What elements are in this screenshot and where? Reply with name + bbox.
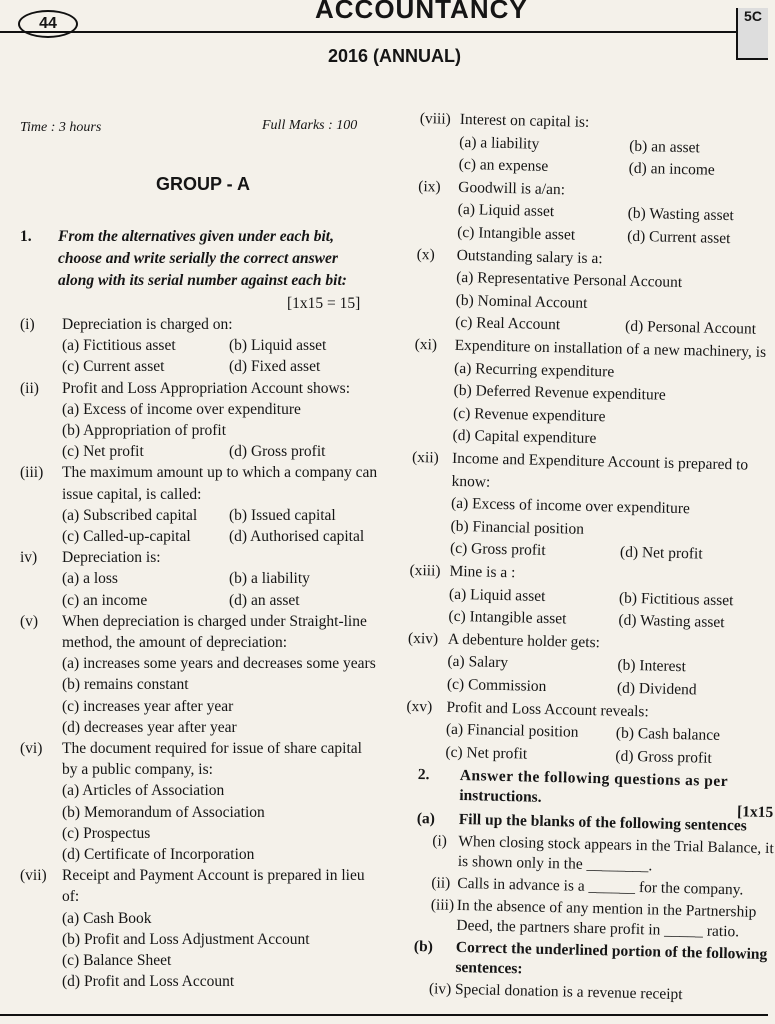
q2-marks: [1x15 — [736, 803, 774, 822]
option-text: (b) a liability — [229, 570, 310, 588]
option-text: (d) an income — [628, 159, 715, 179]
option-text: (b) Interest — [617, 657, 687, 676]
question-item-number: (vii) — [20, 867, 47, 885]
question-text: Receipt and Payment Account is prepared in lieu — [62, 867, 365, 885]
question-item-number: iv) — [20, 549, 38, 567]
option-text: (c) Net profit — [445, 743, 528, 763]
marks-allotment: [1x15 = 15] — [287, 295, 361, 312]
page-number: 44 — [39, 15, 57, 32]
option-text: (c) Called-up-capital — [62, 528, 191, 545]
exam-time: Time : 3 hours — [20, 120, 102, 135]
option-text: (b) remains constant — [62, 676, 189, 694]
question-text: Income and Expenditure Account is prepared to — [451, 449, 749, 474]
option-text: (d) Capital expenditure — [452, 427, 597, 448]
question-text: Profit and Loss Appropriation Account shows: — [62, 379, 351, 397]
option-text: (b) Memorandum of Association — [62, 803, 265, 821]
question-item-number: (i) — [20, 316, 35, 333]
option-text: (c) Real Account — [454, 314, 561, 334]
option-text: (d) Wasting asset — [618, 611, 725, 632]
question-text: Goodwill is a/an: — [458, 178, 566, 199]
option-text: (c) Commission — [446, 675, 547, 696]
option-text: (d) Personal Account — [624, 318, 757, 339]
question-text: Outstanding salary is a: — [456, 246, 603, 267]
q2-instruction: instructions. — [459, 786, 542, 806]
sub-question-text: Fill up the blanks of the following sentences — [458, 810, 747, 835]
question-text: Interest on capital is: — [459, 110, 590, 131]
option-text: (d) Current asset — [626, 227, 731, 248]
question-item-number: (x) — [416, 245, 435, 263]
option-text: (a) Liquid asset — [457, 201, 555, 221]
question-text: The maximum amount up to which a company can — [62, 464, 378, 482]
option-text: issue capital, is called: — [62, 485, 202, 503]
item-text: is shown only in the ________. — [457, 852, 653, 875]
option-text: (b) Liquid asset — [229, 337, 327, 355]
question-text: Depreciation is charged on: — [62, 316, 233, 333]
option-text: (a) Recurring expenditure — [453, 359, 615, 381]
sub-question-text: sentences: — [455, 958, 523, 978]
option-text: (b) an asset — [629, 137, 701, 156]
option-text: (d) decreases year after year — [62, 718, 237, 736]
full-marks: Full Marks : 100 — [262, 118, 358, 133]
item-number: (ii) — [431, 874, 451, 892]
option-text: (a) increases some years and decreases some years — [62, 655, 376, 673]
option-text: (a) Subscribed capital — [62, 506, 198, 524]
option-text: (c) Prospectus — [62, 824, 151, 842]
question-number: 1. — [20, 228, 32, 245]
option-text: (c) Current asset — [62, 358, 165, 376]
option-text: (c) Net profit — [62, 443, 144, 461]
question-text: The document required for issue of share capital — [62, 740, 362, 757]
q2-instruction: Answer the following questions as per — [459, 766, 729, 791]
question-item-number: (iii) — [20, 464, 44, 482]
option-text: (d) Net profit — [619, 544, 703, 563]
question-item-number: (xi) — [414, 335, 438, 354]
option-text: (c) Intangible asset — [457, 223, 576, 244]
option-text: (b) Profit and Loss Adjustment Account — [62, 930, 310, 948]
item-number: (iii) — [430, 896, 455, 914]
header-divider — [0, 31, 740, 33]
option-text: (c) increases year after year — [62, 697, 234, 715]
question-text: Expenditure on installation of a new machinery, is — [454, 336, 767, 361]
exam-year-title: 2016 (ANNUAL) — [328, 46, 462, 66]
option-text: (d) Gross profit — [229, 443, 326, 461]
question-item-number: (viii) — [419, 110, 451, 128]
option-text: (d) Certificate of Incorporation — [62, 846, 255, 863]
option-text: (a) Cash Book — [62, 909, 152, 927]
item-text: Calls in advance is a ______ for the company. — [457, 874, 744, 899]
question-text: Profit and Loss Account reveals: — [446, 698, 649, 720]
group-title: GROUP - A — [156, 174, 251, 194]
corner-tab: 5C — [736, 8, 768, 60]
item-number: (iv) — [428, 980, 452, 998]
item-text: Deed, the partners share profit in _____ ratio. — [456, 916, 740, 941]
option-text: (c) Intangible asset — [448, 607, 567, 628]
option-text: (a) Excess of income over expenditure — [62, 400, 301, 418]
page-number-badge — [18, 10, 78, 38]
option-text: (b) Nominal Account — [455, 291, 588, 312]
sub-question-text: Correct the underlined portion of the following — [455, 938, 768, 963]
option-text: (b) Deferred Revenue expenditure — [453, 382, 666, 404]
question-item-number: (ii) — [20, 379, 39, 397]
option-text: (c) an income — [62, 591, 148, 609]
option-text: (b) Financial position — [450, 517, 585, 538]
option-text: (c) Revenue expenditure — [452, 404, 606, 426]
item-text: When closing stock appears in the Trial Balance, it — [458, 832, 774, 858]
option-text: (a) Financial position — [445, 720, 579, 741]
instruction-line: choose and write serially the correct answer — [58, 250, 338, 267]
option-text: (a) a loss — [62, 570, 118, 588]
question-number: 2. — [417, 766, 430, 784]
question-text: Depreciation is: — [62, 549, 161, 567]
subject-title: ACCOUNTANCY — [315, 0, 528, 24]
option-text: (d) an asset — [229, 591, 300, 609]
option-text: (b) Wasting asset — [627, 205, 734, 225]
question-item-number: (vi) — [20, 740, 43, 757]
item-text: In the absence of any mention in the Partnership — [456, 896, 757, 921]
option-text: (d) Profit and Loss Account — [62, 973, 235, 991]
option-text: method, the amount of depreciation: — [62, 634, 288, 651]
sub-question-label: (a) — [416, 809, 436, 828]
footer-divider — [0, 1014, 768, 1016]
option-text: (c) an expense — [458, 156, 549, 176]
question-text: When depreciation is charged under Straight-line — [62, 612, 367, 630]
option-text: (a) Salary — [447, 653, 509, 672]
question-text: A debenture holder gets: — [447, 630, 601, 652]
option-text: (c) Balance Sheet — [62, 952, 172, 969]
option-text: (d) Gross profit — [615, 747, 713, 767]
option-text: (a) Representative Personal Account — [456, 269, 683, 292]
question-item-number: (xiv) — [407, 629, 439, 648]
option-text: (d) Authorised capital — [229, 528, 365, 545]
option-text: (a) Articles of Association — [62, 782, 225, 800]
option-text: of: — [62, 888, 80, 906]
option-text: (c) Gross profit — [449, 540, 546, 560]
option-text: know: — [451, 472, 491, 491]
option-text: (b) Fictitious asset — [618, 589, 734, 609]
question-item-number: (xv) — [406, 697, 433, 716]
option-text: (d) Dividend — [616, 679, 697, 699]
question-text: Mine is a : — [449, 562, 516, 582]
question-item-number: (xiii) — [409, 561, 441, 580]
option-text: (b) Cash balance — [615, 724, 721, 745]
option-text: (d) Fixed asset — [229, 358, 321, 376]
item-number: (i) — [432, 832, 448, 850]
option-text: (b) Issued capital — [229, 506, 336, 524]
option-text: (a) Liquid asset — [448, 585, 546, 605]
question-item-number: (ix) — [418, 177, 441, 196]
option-text: (a) a liability — [459, 133, 540, 153]
instruction-line: From the alternatives given under each bit, — [58, 228, 334, 245]
instruction-line: along with its serial number against each bit: — [58, 272, 347, 289]
option-text: (b) Appropriation of profit — [62, 422, 227, 439]
option-text: (a) Fictitious asset — [62, 337, 176, 355]
item-text: Special donation is a revenue receipt — [454, 980, 683, 1004]
option-text: (a) Excess of income over expenditure — [450, 494, 691, 518]
question-item-number: (v) — [20, 612, 39, 630]
question-item-number: (xii) — [411, 448, 439, 467]
sub-question-label: (b) — [413, 937, 434, 956]
option-text: by a public company, is: — [62, 761, 213, 779]
